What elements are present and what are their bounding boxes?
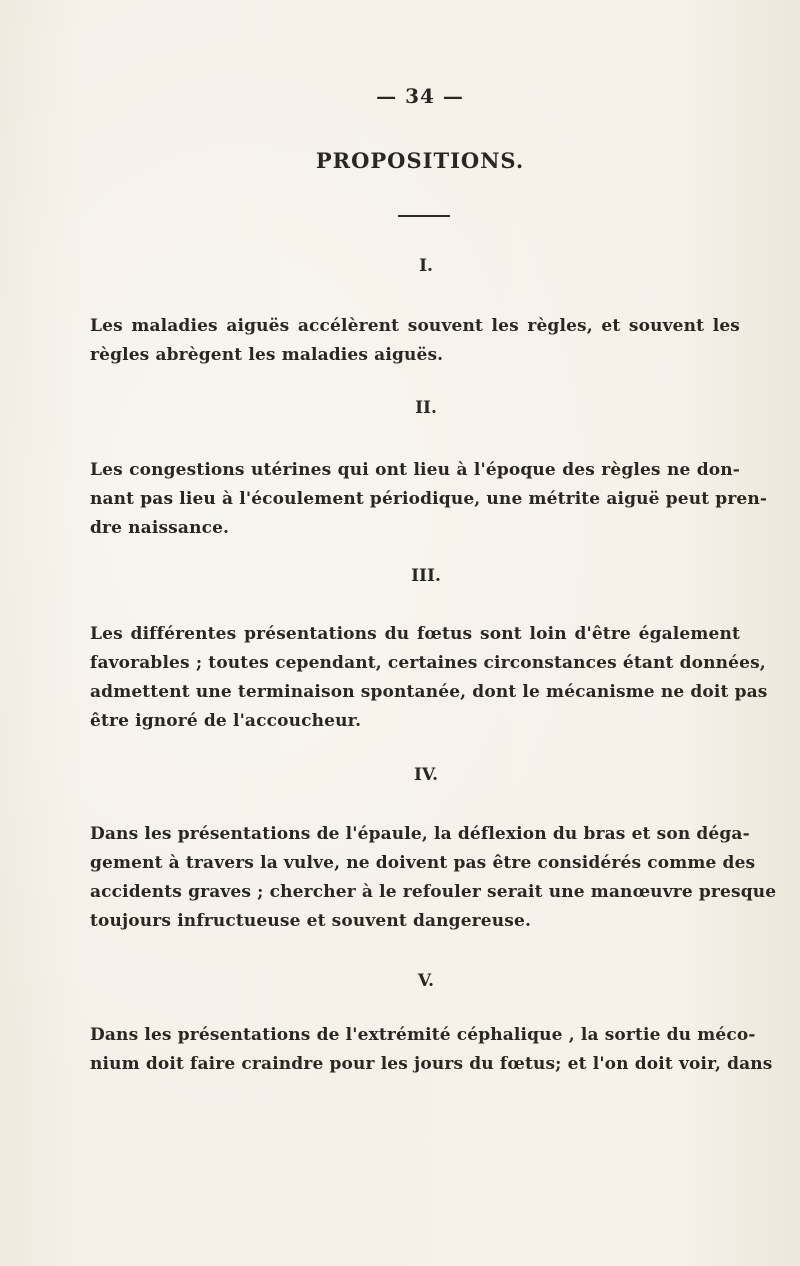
page-title: PROPOSITIONS. xyxy=(315,148,525,173)
text-line: Les différentes présentations du fœtus sont loin d'être également xyxy=(90,624,740,644)
text-line: dre naissance. xyxy=(90,518,230,538)
proposition-text-5 xyxy=(90,1021,773,1079)
proposition-text-1 xyxy=(90,312,740,370)
text-line: Les congestions utérines qui ont lieu à l'époque des règles ne don- xyxy=(90,460,740,480)
text-line: accidents graves ; chercher à le refouler serait une manœuvre presque xyxy=(90,882,777,902)
proposition-numeral-5: V. xyxy=(417,971,435,991)
text-line: gement à travers la vulve, ne doivent pas être considérés comme des xyxy=(90,853,756,873)
proposition-numeral-2: II. xyxy=(415,398,437,418)
page-number: — 34 — xyxy=(376,84,464,108)
text-line: Les maladies aiguës accélèrent souvent les règles, et souvent les xyxy=(90,316,740,336)
text-line: nium doit faire craindre pour les jours du fœtus; et l'on doit voir, dans xyxy=(90,1054,773,1074)
proposition-text-3 xyxy=(90,620,768,736)
text-line: être ignoré de l'accoucheur. xyxy=(90,711,362,731)
proposition-text-2 xyxy=(90,456,768,543)
text-line: Dans les présentations de l'extrémité céphalique , la sortie du méco- xyxy=(90,1025,756,1045)
text-line: nant pas lieu à l'écoulement périodique, une métrite aiguë peut pren- xyxy=(90,489,768,509)
text-line: toujours infructueuse et souvent dangereuse. xyxy=(90,911,532,931)
text-line: admettent une terminaison spontanée, dont le mécanisme ne doit pas xyxy=(90,682,768,702)
title-rule xyxy=(398,215,450,217)
text-line: Dans les présentations de l'épaule, la déflexion du bras et son déga- xyxy=(90,824,750,844)
proposition-numeral-4: IV. xyxy=(413,765,439,785)
proposition-text-4 xyxy=(90,820,777,936)
proposition-numeral-3: III. xyxy=(411,566,441,586)
text-line: règles abrègent les maladies aiguës. xyxy=(90,345,444,365)
text-line: favorables ; toutes cependant, certaines circonstances étant données, xyxy=(90,653,766,673)
proposition-numeral-1: I. xyxy=(419,256,433,276)
